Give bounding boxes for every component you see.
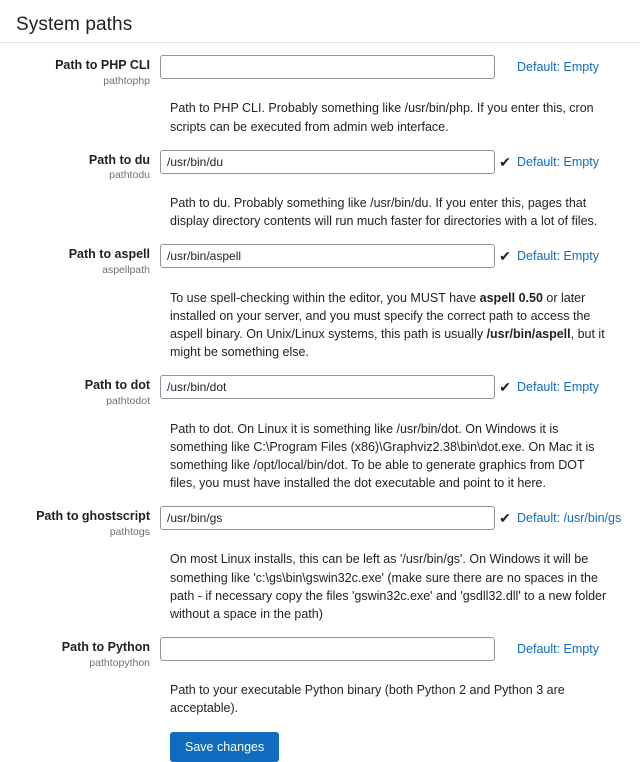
setting-description — [160, 281, 608, 374]
description-spacer — [0, 412, 160, 505]
setting-label: Path to du — [88, 152, 150, 167]
input-pathtodot[interactable] — [160, 375, 495, 399]
setting-description-row — [0, 412, 640, 505]
setting-label-column — [0, 373, 160, 409]
setting-control-column — [160, 242, 640, 268]
page-title: System paths — [16, 14, 133, 35]
setting-key: pathtophp — [103, 74, 150, 87]
setting-key: aspellpath — [102, 263, 150, 276]
setting-label: Path to aspell — [68, 247, 150, 262]
setting-description-row — [0, 281, 640, 374]
description-emphasis: /usr/bin/aspell — [486, 326, 571, 341]
input-pathtophp[interactable] — [160, 55, 495, 79]
save-spacer — [0, 732, 160, 762]
default-value-note: Default: Empty — [517, 380, 599, 395]
default-value-note: Default: /usr/bin/gs — [517, 511, 622, 525]
title-divider — [0, 42, 640, 43]
check-icon: ✔ — [499, 379, 511, 396]
setting-description-row — [0, 673, 640, 729]
description-emphasis: aspell 0.50 — [479, 290, 543, 305]
setting-label: Path to dot — [84, 378, 150, 393]
setting-description-row — [0, 542, 640, 635]
setting-label-column — [0, 504, 160, 540]
default-value-note: Default: Empty — [517, 60, 599, 74]
setting-key: pathtogs — [109, 525, 150, 538]
setting-control-column — [160, 53, 640, 79]
setting-row — [0, 373, 640, 409]
description-spacer — [0, 281, 160, 374]
setting-label-column — [0, 148, 160, 184]
setting-row — [0, 148, 640, 184]
setting-description: Path to your executable Python binary (both Python 2 and Python 3 are acceptable). — [170, 683, 565, 716]
description-text: , but it might be something else. — [170, 326, 605, 359]
input-aspellpath[interactable] — [160, 244, 495, 268]
check-icon: ✔ — [499, 248, 511, 265]
input-pathtodu[interactable] — [160, 150, 495, 174]
setting-control-column — [160, 504, 640, 530]
setting-description-row — [0, 91, 640, 147]
description-spacer — [0, 673, 160, 729]
setting-control-column — [160, 373, 640, 399]
setting-row — [0, 504, 640, 540]
description-text: or later installed on your server, and you must specify the correct path to access the aspell binary. On Unix/Linux systems, this path is usually — [170, 290, 591, 341]
setting-row — [0, 635, 640, 671]
setting-label-column — [0, 635, 160, 671]
setting-label-column — [0, 53, 160, 89]
setting-label: Path to Python — [61, 639, 150, 654]
description-text: To use spell-checking within the editor, you MUST have — [170, 290, 480, 305]
setting-label: Path to PHP CLI — [55, 58, 150, 72]
setting-key: pathtodot — [106, 394, 150, 407]
setting-key: pathtopython — [89, 656, 150, 669]
setting-description: Path to du. Probably something like /usr/bin/du. If you enter this, pages that display directory contents will run much faster for directories with a lot of files. — [170, 196, 598, 229]
setting-key: pathtodu — [109, 169, 150, 182]
default-value-note: Default: Empty — [517, 154, 599, 169]
description-spacer — [0, 91, 160, 147]
check-icon: ✔ — [499, 153, 511, 170]
description-spacer — [0, 186, 160, 242]
input-pathtopython[interactable] — [160, 637, 495, 661]
settings-form — [0, 53, 640, 730]
setting-control-column — [160, 148, 640, 174]
input-pathtogs[interactable] — [160, 506, 495, 530]
default-value-note: Default: Empty — [517, 641, 599, 656]
setting-control-column — [160, 635, 640, 661]
save-row — [0, 732, 640, 762]
setting-row — [0, 242, 640, 278]
setting-label: Path to ghostscript — [36, 509, 150, 523]
check-icon: ✔ — [499, 510, 511, 526]
description-spacer — [0, 542, 160, 635]
setting-description: On most Linux installs, this can be left as '/usr/bin/gs'. On Windows it will be something like 'c:\gs\bin\gswin32c.exe' (make sure there are no spaces in the path - if necessary copy the files 'gswin32c.exe' and 'gsdll32.dll' to a new folder without a space in the path) — [170, 552, 607, 621]
default-value-note: Default: Empty — [517, 249, 599, 264]
setting-label-column — [0, 242, 160, 278]
setting-description-row — [0, 186, 640, 242]
setting-row — [0, 53, 640, 89]
setting-description: Path to PHP CLI. Probably something like /usr/bin/php. If you enter this, cron scripts can be executed from admin web interface. — [170, 101, 594, 134]
save-changes-button[interactable]: Save changes — [170, 732, 279, 762]
setting-description: Path to dot. On Linux it is something like /usr/bin/dot. On Windows it is something like C:\Program Files (x86)\Graphviz2.38\bin\dot.exe. On Mac it is something like /opt/local/bin/dot. To be able to generate graphics from DOT files, you must have installed the dot executable and point to it here. — [170, 421, 595, 490]
